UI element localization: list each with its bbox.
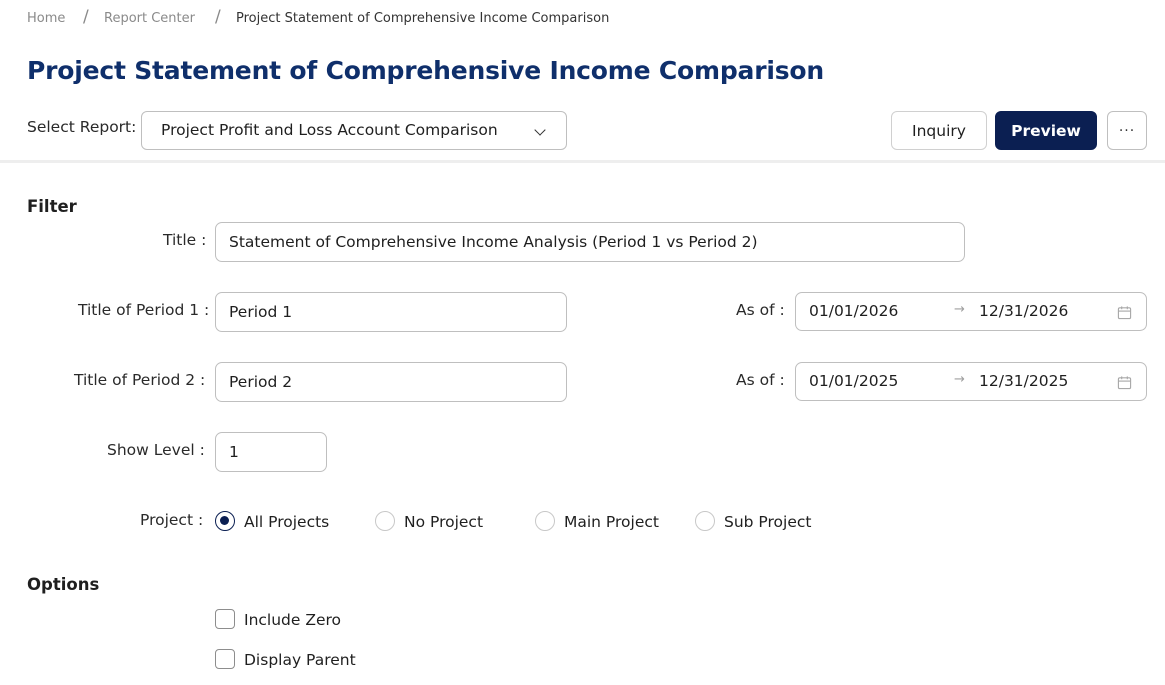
options-section-title: Options [27, 575, 100, 594]
breadcrumb-separator: / [83, 7, 89, 27]
display-parent-label[interactable]: Display Parent [244, 651, 356, 669]
period2-title-label: Title of Period 2 : [74, 371, 206, 389]
radio-sub-project-label[interactable]: Sub Project [724, 513, 812, 531]
title-input[interactable] [215, 222, 965, 262]
period2-end-date[interactable]: 12/31/2025 [979, 372, 1069, 390]
period2-title-value: Period 2 [229, 373, 293, 391]
period2-title-input[interactable] [215, 362, 567, 402]
radio-sub-project[interactable] [695, 511, 715, 531]
breadcrumb-home[interactable]: Home [27, 11, 66, 26]
period2-date-range[interactable] [795, 362, 1147, 401]
show-level-value: 1 [229, 443, 239, 461]
period1-end-date[interactable]: 12/31/2026 [979, 302, 1069, 320]
breadcrumb-report-center[interactable]: Report Center [104, 11, 195, 26]
breadcrumb-separator: / [215, 7, 221, 27]
radio-no-project-label[interactable]: No Project [404, 513, 484, 531]
title-label: Title : [163, 231, 207, 249]
more-options-button[interactable] [1107, 111, 1147, 150]
select-report-value: Project Profit and Loss Account Comparison [161, 121, 498, 139]
period1-asof-label: As of : [736, 301, 785, 319]
period2-asof-label: As of : [736, 371, 785, 389]
radio-main-project[interactable] [535, 511, 555, 531]
radio-main-project-label[interactable]: Main Project [564, 513, 659, 531]
inquiry-button[interactable]: Inquiry [891, 111, 987, 150]
select-report-label: Select Report: [27, 118, 137, 136]
ellipsis-icon: ··· [1118, 122, 1136, 139]
display-parent-checkbox[interactable] [215, 649, 235, 669]
calendar-icon[interactable] [1117, 305, 1132, 320]
period1-title-value: Period 1 [229, 303, 293, 321]
radio-no-project[interactable] [375, 511, 395, 531]
range-arrow-icon: → [954, 372, 965, 387]
calendar-icon[interactable] [1117, 375, 1132, 390]
project-label: Project : [140, 511, 204, 529]
range-arrow-icon: → [954, 302, 965, 317]
show-level-input[interactable] [215, 432, 327, 472]
period1-start-date[interactable]: 01/01/2026 [809, 302, 899, 320]
chevron-down-icon [534, 124, 545, 135]
select-report-dropdown[interactable] [141, 111, 567, 150]
filter-section-title: Filter [27, 197, 77, 216]
toolbar-divider [0, 160, 1165, 163]
radio-all-projects-label[interactable]: All Projects [244, 513, 330, 531]
period1-title-label: Title of Period 1 : [78, 301, 210, 319]
page-title: Project Statement of Comprehensive Income Comparison [27, 56, 824, 85]
period2-start-date[interactable]: 01/01/2025 [809, 372, 899, 390]
period1-date-range[interactable] [795, 292, 1147, 331]
radio-all-projects[interactable] [215, 511, 235, 531]
period1-title-input[interactable] [215, 292, 567, 332]
show-level-label: Show Level : [107, 441, 205, 459]
include-zero-label[interactable]: Include Zero [244, 611, 342, 629]
breadcrumb-current: Project Statement of Comprehensive Income Comparison [236, 11, 610, 26]
include-zero-checkbox[interactable] [215, 609, 235, 629]
title-input-value: Statement of Comprehensive Income Analysis (Period 1 vs Period 2) [229, 233, 758, 251]
preview-button[interactable]: Preview [995, 111, 1097, 150]
